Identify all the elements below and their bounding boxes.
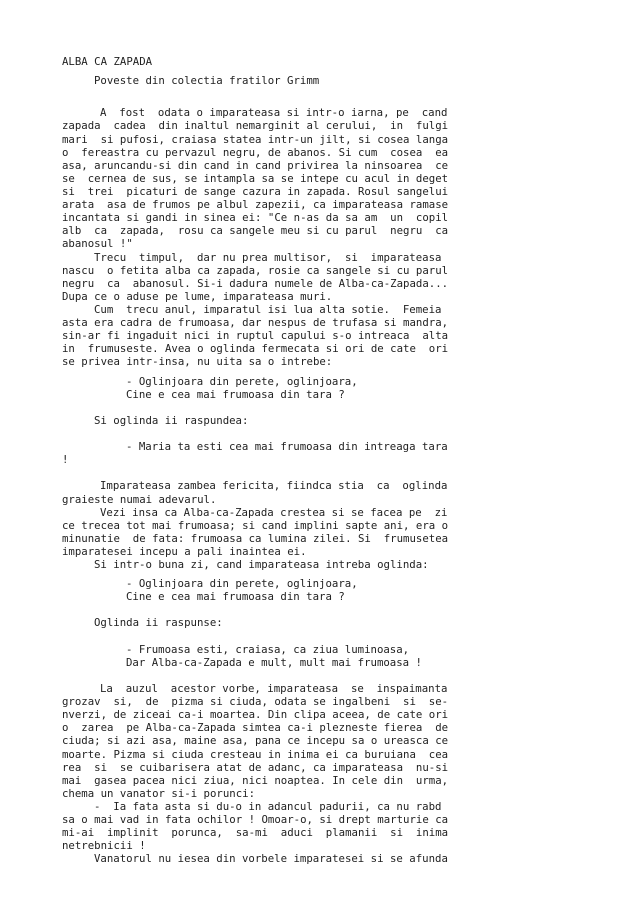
- reply-line: - Frumoasa esti, craiasa, ca ziua luminoasa,: [126, 642, 410, 656]
- text-line: abanosul !": [62, 237, 133, 251]
- text-line: asta era cadra de frumoasa, dar nespus de trufasa si mandra,: [62, 316, 449, 330]
- text-line: ciuda; si azi asa, maine asa, pana ce incepu sa o ureasca ce: [62, 734, 449, 748]
- text-line: alb ca zapada, rosu ca sangele meu si cu parul negru ca: [62, 224, 449, 238]
- text-line: Vezi insa ca Alba-ca-Zapada crestea si se facea pe zi: [100, 505, 448, 519]
- text-line: sa o mai vad in fata ochilor ! Omoar-o, si drept marturie ca: [62, 813, 449, 827]
- document-subtitle: Poveste din colectia fratilor Grimm: [94, 74, 320, 88]
- paragraph-block-2: [62, 479, 562, 571]
- text-line: mi-ai implinit porunca, sa-mi aduci plamanii si inima: [62, 826, 449, 840]
- document-page: [62, 55, 562, 866]
- verse-block-2: [62, 577, 562, 603]
- text-line: grozav si, de pizma si ciuda, odata se ingalbeni si se-: [62, 695, 449, 709]
- text-line: negru ca abanosul. Si-i dadura numele de Alba-ca-Zapada...: [62, 276, 449, 290]
- text-line: chema un vanator si-i porunci:: [62, 786, 256, 800]
- text-line: Imparateasa zambea fericita, fiindca stia ca oglinda: [100, 479, 448, 493]
- text-line: se cernea de sus, se intampla sa se intepe cu acul in deget: [62, 171, 449, 185]
- text-line: minunatie de fata: frumoasa ca lumina zilei. Si frumusetea: [62, 531, 449, 545]
- text-line: in frumuseste. Avea o oglinda fermecata si ori de cate ori: [62, 342, 449, 356]
- text-line: o fereastra cu pervazul negru, de abanos. Si cum cosea ea: [62, 145, 449, 159]
- text-line: Cum trecu anul, imparatul isi lua alta sotie. Femeia: [94, 302, 442, 316]
- verse-line: - Oglinjoara din perete, oglinjoara,: [126, 374, 358, 388]
- text-line: La auzul acestor vorbe, imparateasa se inspaimanta: [100, 682, 448, 696]
- verse-block-1: [62, 375, 562, 401]
- verse-line: Cine e cea mai frumoasa din tara ?: [126, 590, 345, 604]
- text-line: Si intr-o buna zi, cand imparateasa intreba oglinda:: [94, 558, 429, 572]
- text-line: moarte. Pizma si ciuda cresteau in inima ei ca buruiana cea: [62, 747, 449, 761]
- text-line: o zarea pe Alba-ca-Zapada simtea ca-i plezneste fierea de: [62, 721, 449, 735]
- text-line: arata asa de frumos pe albul zapezii, ca imparateasa ramase: [62, 198, 449, 212]
- verse-line: - Oglinjoara din perete, oglinjoara,: [126, 577, 358, 591]
- text-line: ce trecea tot mai frumoasa; si cand implini sapte ani, era o: [62, 518, 449, 532]
- text-line: nverzi, de ziceai ca-i moartea. Din clipa aceea, de cate ori: [62, 708, 449, 722]
- text-line: asa, aruncandu-si din cand in cand privirea la ninsoarea ce: [62, 158, 449, 172]
- reply-intro-2: Oglinda ii raspunse:: [94, 616, 223, 630]
- text-line: netrebnicii !: [62, 839, 146, 853]
- text-line: sin-ar fi ingaduit nici in ruptul capului s-o intreaca alta: [62, 329, 449, 343]
- paragraph-block-3: [62, 682, 562, 866]
- reply-line: Dar Alba-ca-Zapada e mult, mult mai frumoasa !: [126, 655, 422, 669]
- text-line: imparatesei incepu a pali inaintea ei.: [62, 544, 307, 558]
- text-line: zapada cadea din inaltul nemarginit al cerului, in fulgi: [62, 119, 449, 133]
- text-line: se privea intr-insa, nu uita sa o intrebe:: [62, 355, 333, 369]
- text-line: incantata si gandi in sinea ei: "Ce n-as da sa am un copil: [62, 211, 449, 225]
- text-line: nascu o fetita alba ca zapada, rosie ca sangele si cu parul: [62, 263, 449, 277]
- text-line: Trecu timpul, dar nu prea multisor, si imparateasa: [94, 250, 442, 264]
- text-line: si trei picaturi de sange cazura in zapada. Rosul sangelui: [62, 184, 449, 198]
- paragraph-block-1: [62, 106, 562, 368]
- reply-block-1: [62, 440, 562, 466]
- text-line: rea si se cuibarisera atat de adanc, ca imparateasa nu-si: [62, 760, 449, 774]
- text-line: A fost odata o imparateasa si intr-o iarna, pe cand: [100, 106, 448, 120]
- reply-line: - Maria ta esti cea mai frumoasa din intreaga tara: [126, 440, 448, 454]
- text-line: Dupa ce o aduse pe lume, imparateasa muri.: [62, 289, 333, 303]
- verse-line: Cine e cea mai frumoasa din tara ?: [126, 387, 345, 401]
- text-line: Vanatorul nu iesea din vorbele imparatesei si se afunda: [94, 852, 448, 866]
- reply-intro-1: Si oglinda ii raspundea:: [94, 413, 249, 427]
- text-line: graieste numai adevarul.: [62, 492, 217, 506]
- text-line: - Ia fata asta si du-o in adancul padurii, ca nu rabd: [94, 800, 442, 814]
- text-line: mari si pufosi, craiasa statea intr-un jilt, si cosea langa: [62, 132, 449, 146]
- text-line: mai gasea pacea nici ziua, nici noaptea. In cele din urma,: [62, 773, 449, 787]
- reply-line: !: [62, 453, 69, 467]
- reply-block-2: [62, 643, 562, 669]
- document-title: ALBA CA ZAPADA: [62, 55, 153, 68]
